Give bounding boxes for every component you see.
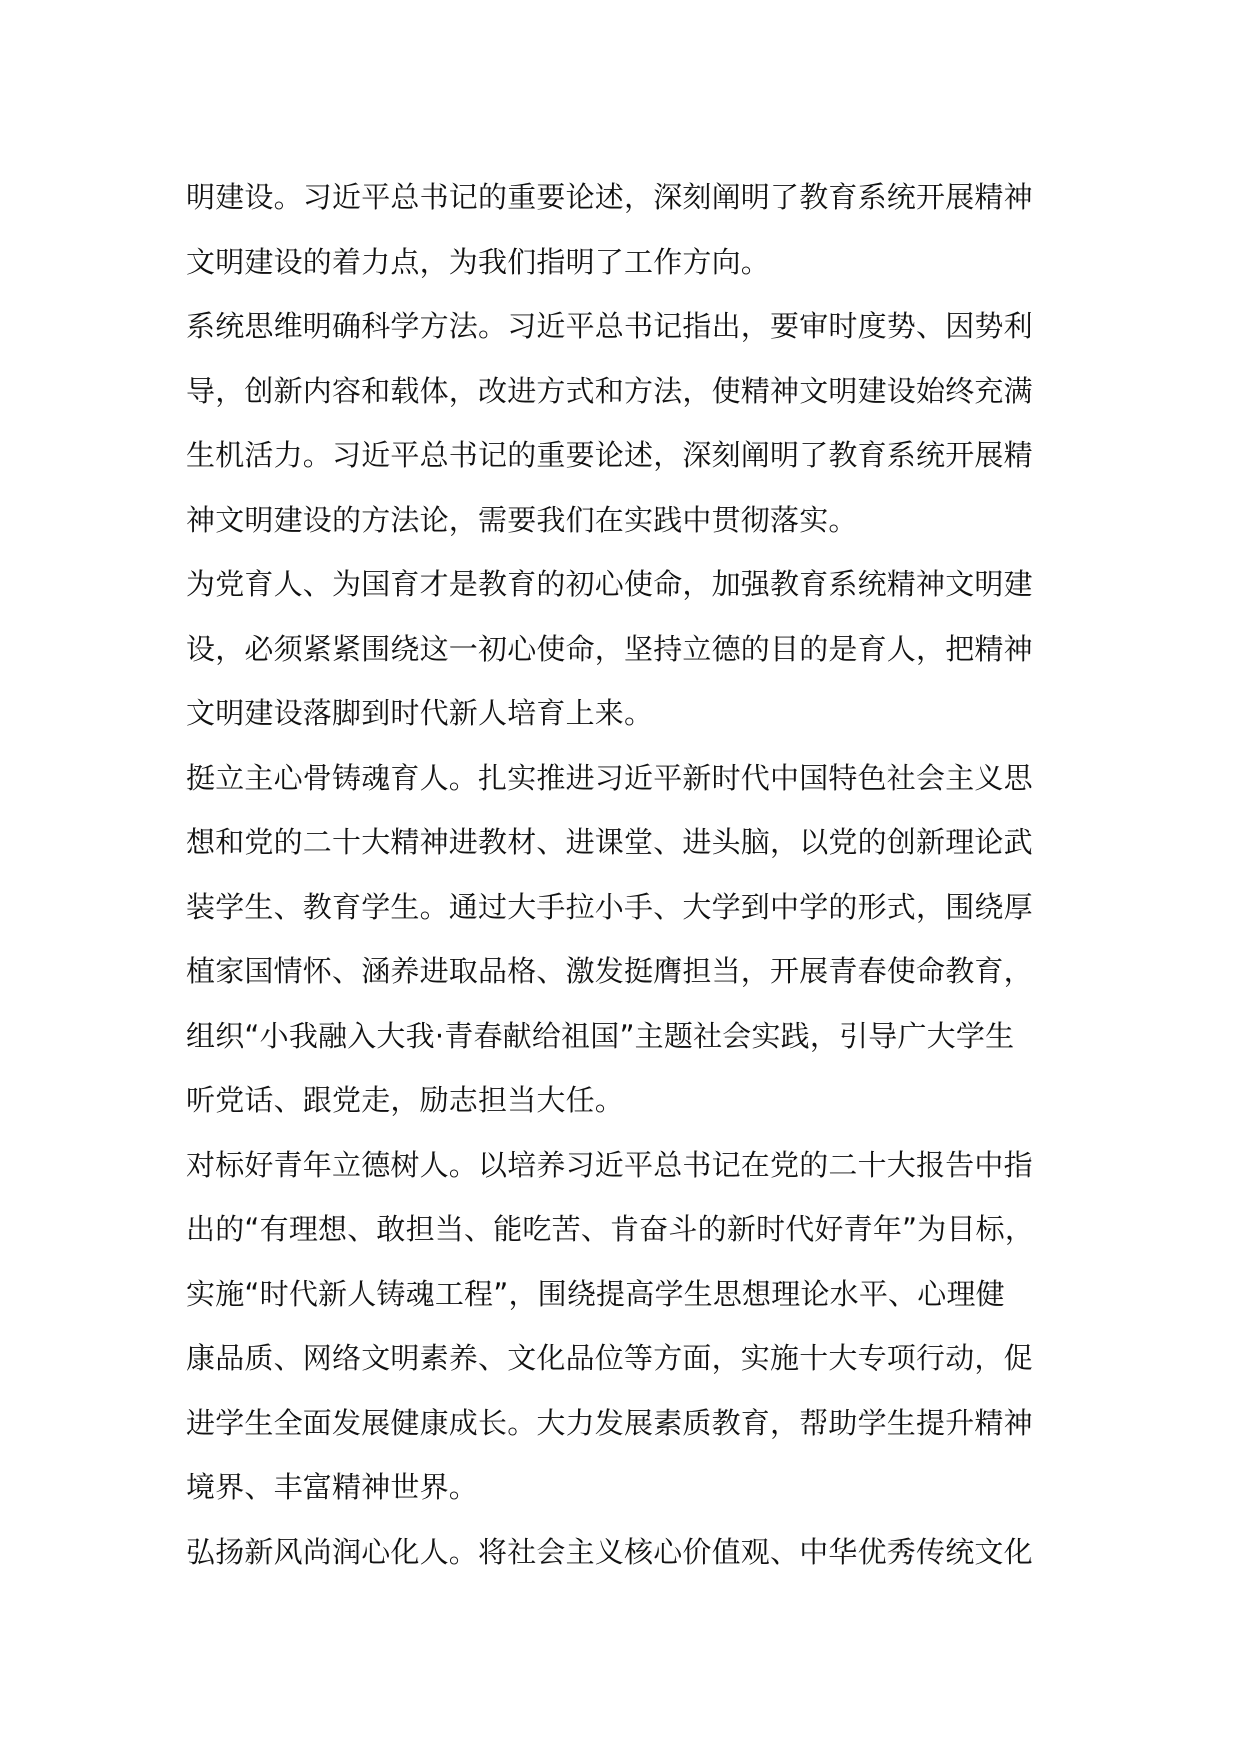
text-line: 进学生全面发展健康成长。大力发展素质教育，帮助学生提升精神: [186, 1405, 1033, 1440]
text-line: 为党育人、为国育才是教育的初心使命，加强教育系统精神文明建: [186, 567, 1033, 601]
text-line: 听党话、跟党走，励志担当大任。: [186, 1083, 625, 1117]
text-line: 挺立主心骨铸魂育人。扎实推进习近平新时代中国特色社会主义思: [186, 760, 1033, 795]
text-line: 出的“有理想、敢担当、能吃苦、肯奋斗的新时代好青年”为目标，: [186, 1212, 1035, 1246]
text-line: 明建设。习近平总书记的重要论述，深刻阐明了教育系统开展精神: [186, 180, 1033, 214]
text-line: 文明建设落脚到时代新人培育上来。: [186, 696, 654, 730]
text-line: 对标好青年立德树人。以培养习近平总书记在党的二十大报告中指: [186, 1147, 1033, 1182]
text-line: 境界、丰富精神世界。: [186, 1470, 479, 1504]
text-line: 康品质、网络文明素养、文化品位等方面，实施十大专项行动，促: [186, 1341, 1033, 1375]
text-line: 生机活力。习近平总书记的重要论述，深刻阐明了教育系统开展精: [186, 438, 1033, 472]
text-line: 文明建设的着力点，为我们指明了工作方向。: [186, 244, 771, 279]
body-text: [186, 165, 1086, 1584]
text-line: 导，创新内容和载体，改进方式和方法，使精神文明建设始终充满: [186, 373, 1033, 408]
text-line: 组织“小我融入大我·青春献给祖国”主题社会实践，引导广大学生: [186, 1018, 1015, 1053]
text-line: 装学生、教育学生。通过大手拉小手、大学到中学的形式，围绕厚: [186, 889, 1033, 924]
text-line: 实施“时代新人铸魂工程”，围绕提高学生思想理论水平、心理健: [186, 1276, 1005, 1311]
text-line: 植家国情怀、涵养进取品格、激发挺膺担当，开展青春使命教育，: [186, 954, 1033, 988]
text-line: 想和党的二十大精神进教材、进课堂、进头脑，以党的创新理论武: [186, 825, 1033, 859]
text-line: 神文明建设的方法论，需要我们在实践中贯彻落实。: [186, 502, 858, 537]
text-line: 系统思维明确科学方法。习近平总书记指出，要审时度势、因势利: [186, 309, 1033, 343]
text-line: 设，必须紧紧围绕这一初心使命，坚持立德的目的是育人，把精神: [186, 631, 1033, 666]
text-line: 弘扬新风尚润心化人。将社会主义核心价值观、中华优秀传统文化: [186, 1534, 1033, 1569]
